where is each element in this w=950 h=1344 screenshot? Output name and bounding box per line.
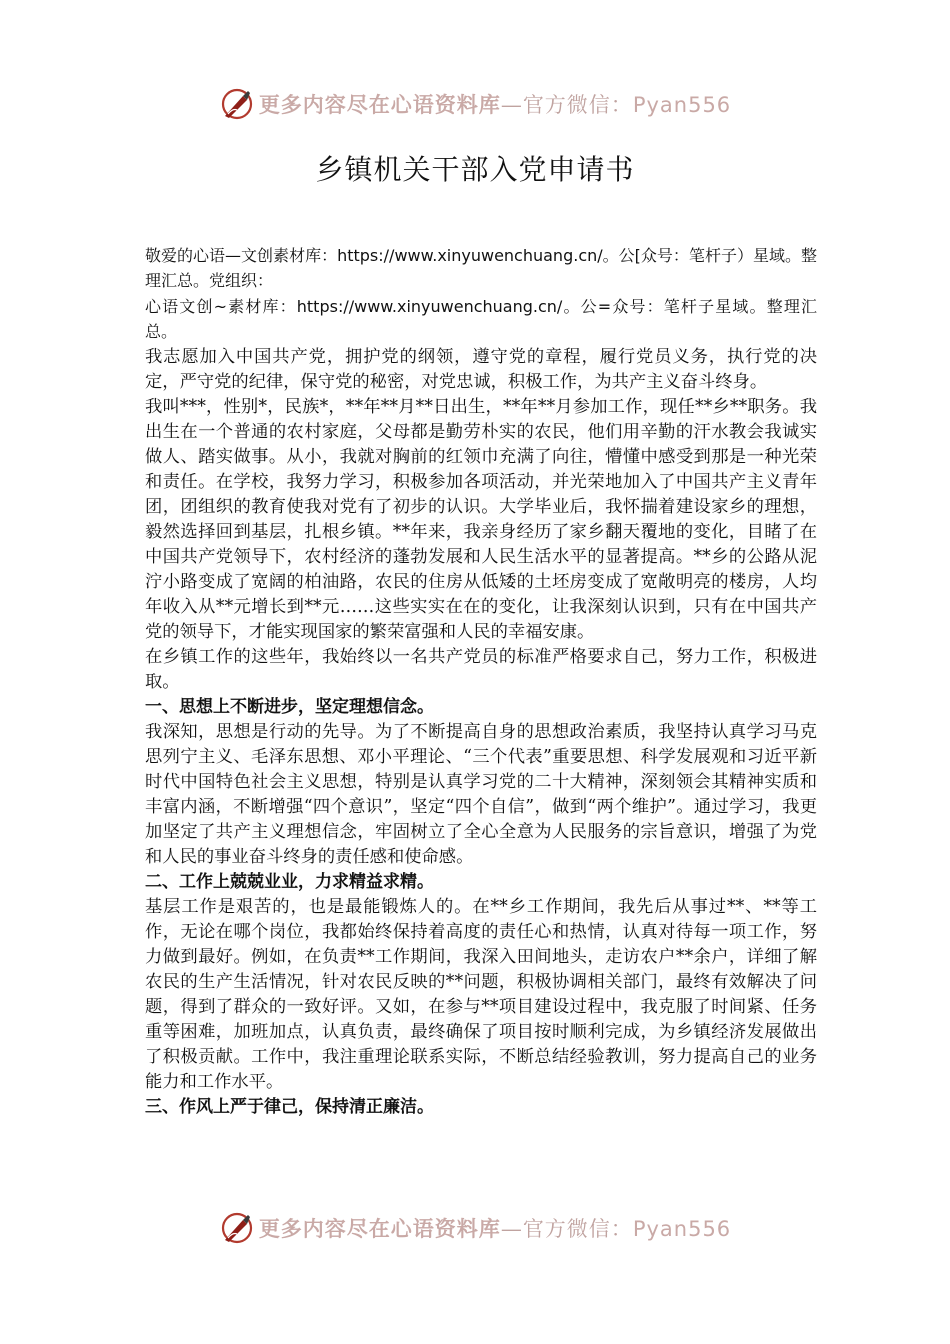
section-heading-2: 二、工作上兢兢业业，力求精益求精。 [145,872,434,892]
header-banner [0,82,950,126]
pen-logo-icon [219,1210,255,1246]
paragraph: 我深知，思想是行动的先导。为了不断提高自身的思想政治素质，我坚持认真学习马克思列宁主义、毛泽东思想、邓小平理论、“三个代表”重要思想、科学发展观和习近平新时代中国特色社会主义思想，特别是认真学习党的二十大精神，深刻领会其精神实质和丰富内涵，不断增强“四个意识”，坚定“四个自信”，做到“两个维护”。通过学习，我更加坚定了共产主义理想信念，牢固树立了全心全意为人民服务的宗旨意识，增强了为党和人民的事业奋斗终身的责任感和使命感。 [145,722,817,867]
section-heading-3: 三、作风上严于律己，保持清正廉洁。 [145,1097,434,1117]
page-title: 乡镇机关干部入党申请书 [315,153,635,186]
intro-line-2: 心语文创~素材库：https://www.xinyuwenchuang.cn/。公=众号：笔杆子星域。整理汇总。 [145,297,817,341]
banner-text: 更多内容尽在心语资料库—官方微信：Pyan556 [258,1216,732,1241]
intro-line-1: 敬爱的心语—文创素材库：https://www.xinyuwenchuang.cn/。公[众号：笔杆子）星域。整理汇总。党组织： [145,246,817,290]
paragraph: 在乡镇工作的这些年，我始终以一名共产党员的标准严格要求自己，努力工作，积极进取。 [145,647,817,692]
paragraph: 我志愿加入中国共产党，拥护党的纲领，遵守党的章程，履行党员义务，执行党的决定，严守党的纪律，保守党的秘密，对党忠诚，积极工作，为共产主义奋斗终身。 [145,347,817,392]
paragraph: 我叫***，性别*，民族*，**年**月**日出生，**年**月参加工作，现任**乡**职务。我出生在一个普通的农村家庭，父母都是勤劳朴实的农民，他们用辛勤的汗水教会我诚实做人、踏实做事。从小，我就对胸前的红领巾充满了向往，懵懂中感受到那是一种光荣和责任。在学校，我努力学习，积极参加各项活动，并光荣地加入了中国共产主义青年团，团组织的教育使我对党有了初步的认识。大学毕业后，我怀揣着建设家乡的理想，毅然选择回到基层，扎根乡镇。**年来，我亲身经历了家乡翻天覆地的变化，目睹了在中国共产党领导下，农村经济的蓬勃发展和人民生活水平的显著提高。**乡的公路从泥泞小路变成了宽阔的柏油路，农民的住房从低矮的土坯房变成了宽敞明亮的楼房，人均年收入从**元增长到**元……这些实实在在的变化，让我深刻认识到，只有在中国共产党的领导下，才能实现国家的繁荣富强和人民的幸福安康。 [145,397,817,642]
footer-banner [0,1206,950,1250]
document-body [145,243,817,1120]
paragraph: 基层工作是艰苦的，也是最能锻炼人的。在**乡工作期间，我先后从事过**、**等工作，无论在哪个岗位，我都始终保持着高度的责任心和热情，认真对待每一项工作，努力做到最好。例如，在负责**工作期间，我深入田间地头，走访农户**余户，详细了解农民的生产生活情况，针对农民反映的**问题，积极协调相关部门，最终有效解决了问题，得到了群众的一致好评。又如，在参与**项目建设过程中，我克服了时间紧、任务重等困难，加班加点，认真负责，最终确保了项目按时顺利完成，为乡镇经济发展做出了积极贡献。工作中，我注重理论联系实际，不断总结经验教训，努力提高自己的业务能力和工作水平。 [145,897,817,1092]
banner-text: 更多内容尽在心语资料库—官方微信：Pyan556 [258,92,732,117]
section-heading-1: 一、思想上不断进步，坚定理想信念。 [145,697,434,717]
pen-logo-icon [219,86,255,122]
